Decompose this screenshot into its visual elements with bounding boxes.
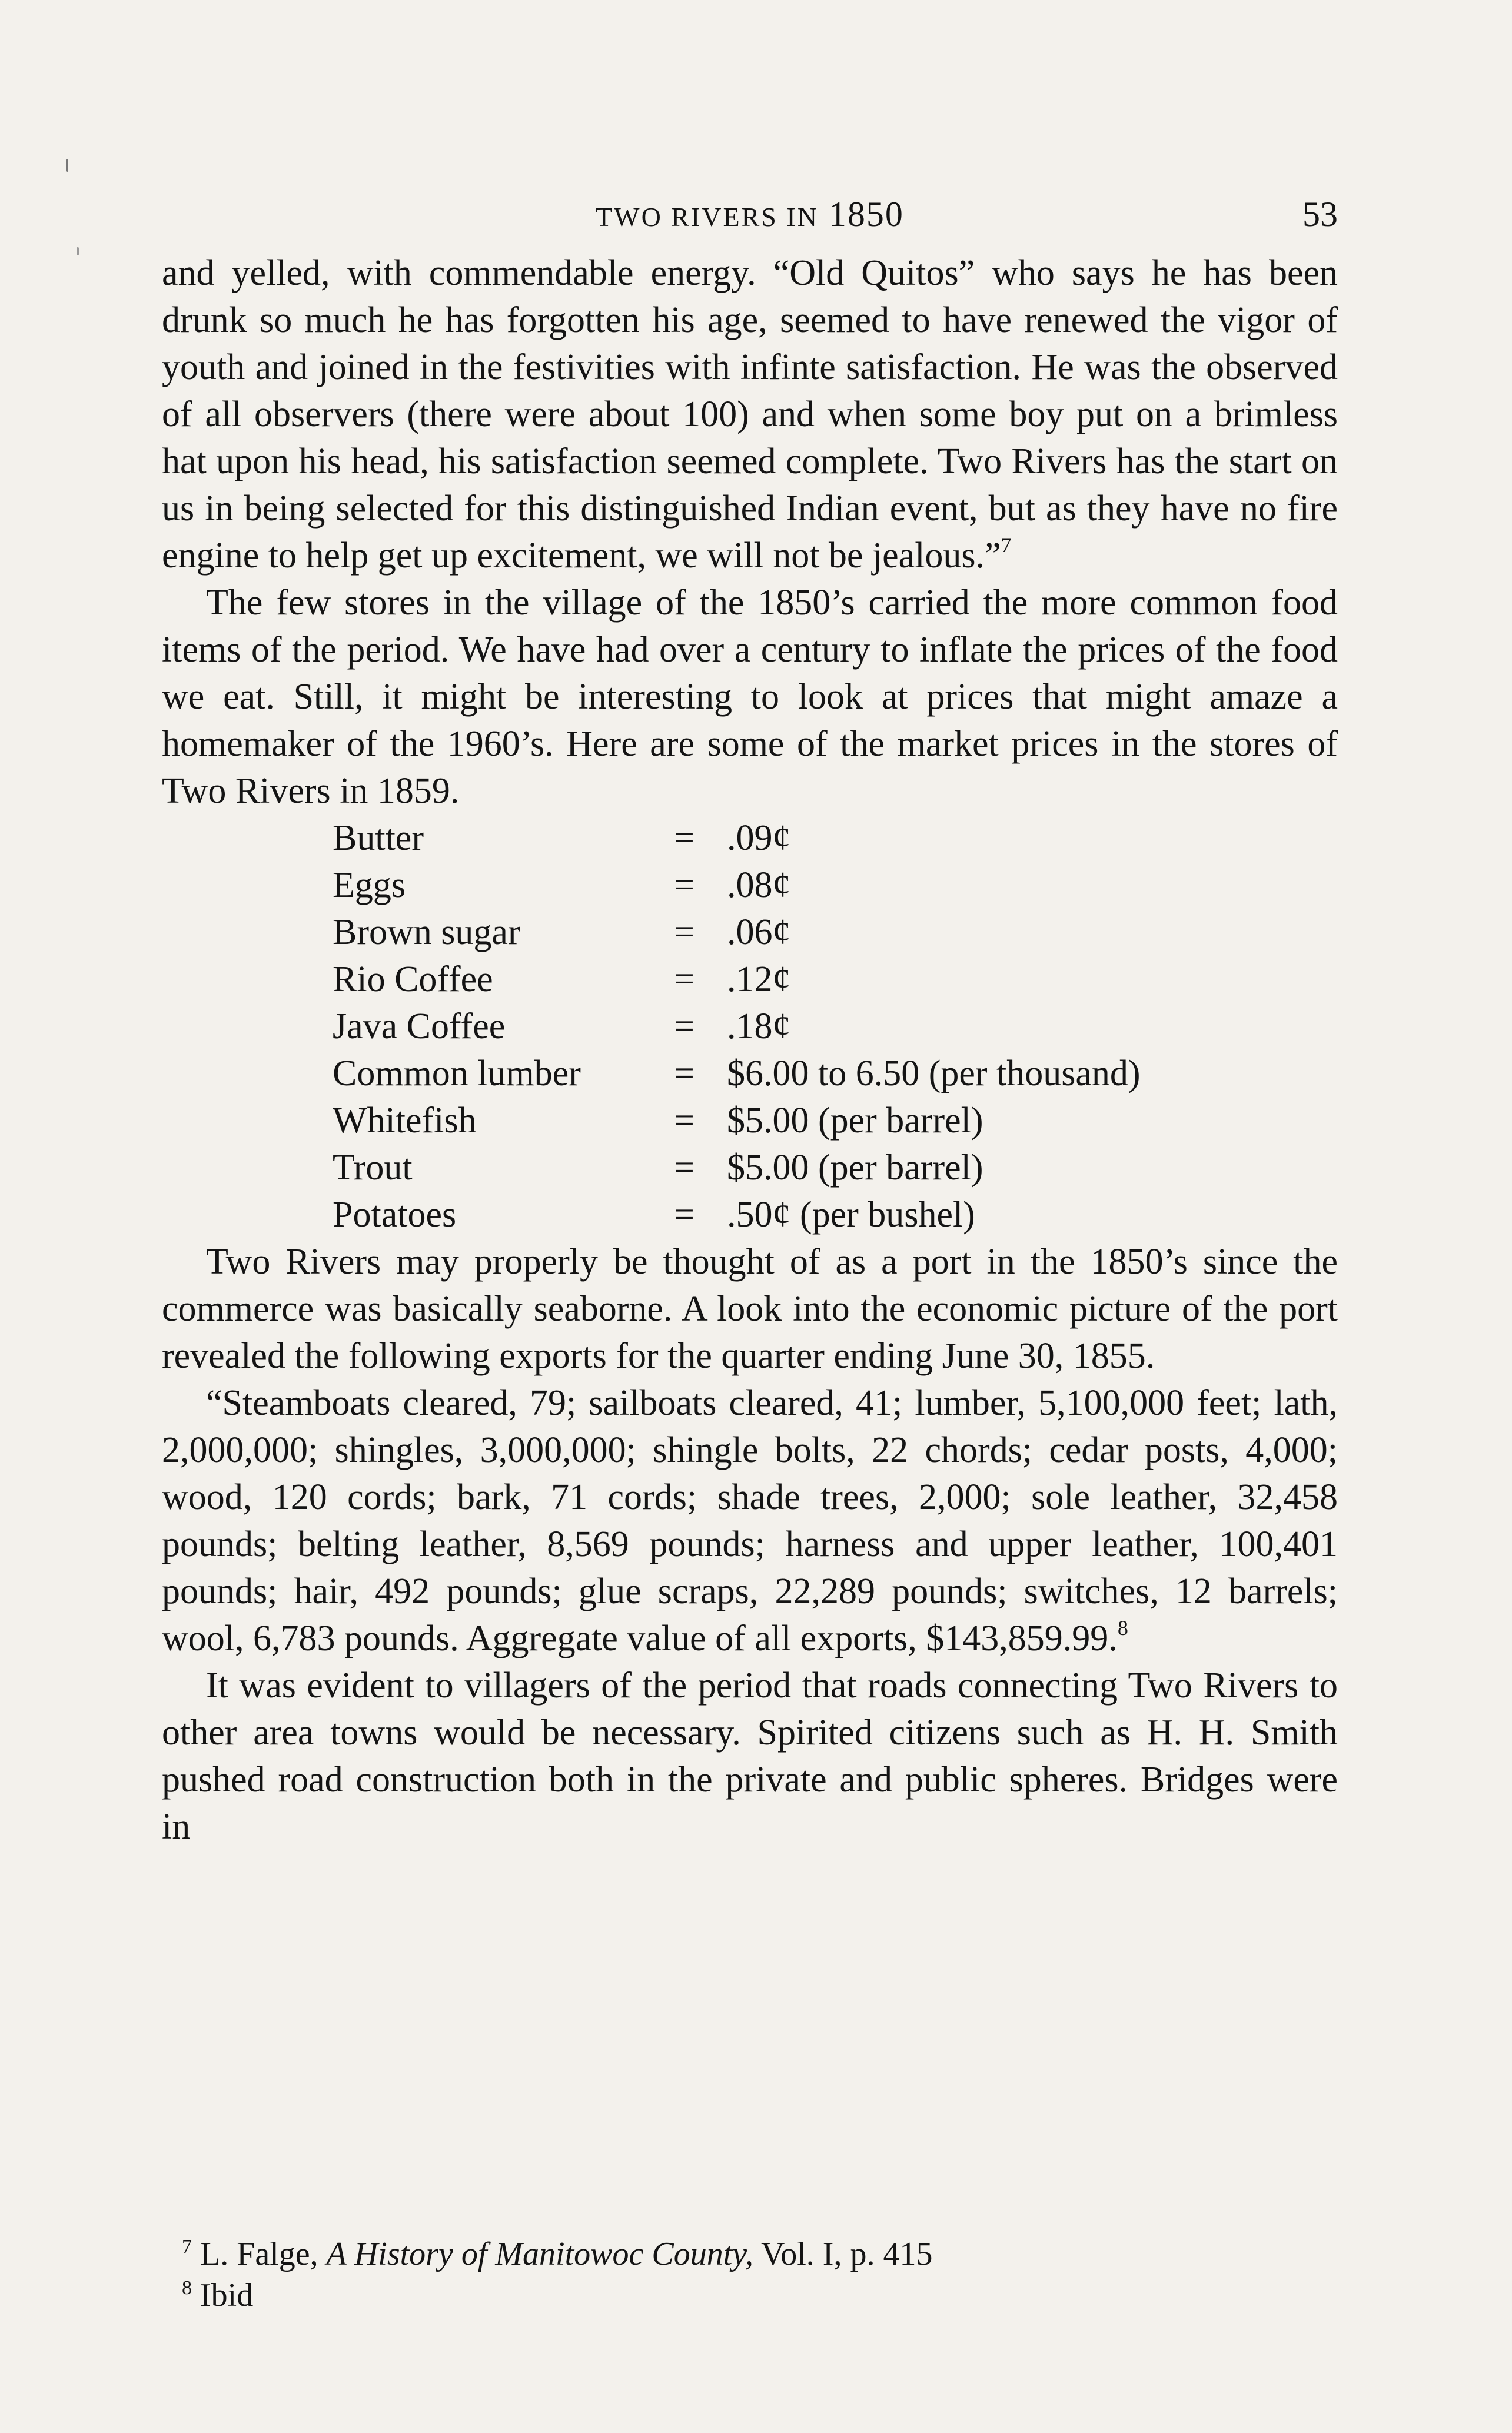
stray-ink-mark bbox=[77, 247, 79, 255]
footnotes bbox=[162, 2233, 1338, 2316]
price-list bbox=[333, 815, 1141, 1238]
footnote-ref: 7 bbox=[1001, 533, 1012, 557]
body-text bbox=[162, 250, 1338, 1850]
stray-ink-mark bbox=[66, 159, 68, 172]
running-head bbox=[162, 194, 1338, 247]
book-page bbox=[162, 194, 1338, 1850]
paragraph: and yelled, with commendable energy. “Old Quitos” who says he has been drunk so much he has forgotten his age, seemed to have renewed the vigor of youth and joined in the festivities with infinte satisfaction. He was the observed of all observers (there were about 100) and when some boy put on a brimless hat upon his head, his satisfaction seemed complete. Two Rivers has the start on us in being selected for this distinguished Indian event, but as they have no fire engine to help get up excitement, we will not be jealous.”$^7$ bbox=[162, 253, 1338, 576]
paragraph: The few stores in the village of the 1850’s carried the more common food items of the period. We have had over a century to inflate the prices of the food we eat. Still, it might be interesting to look at prices that might amaze a homemaker of the 1960’s. Here are some of the market prices in the stores of Two Rivers in 1859. bbox=[162, 583, 1338, 811]
paragraph: “Steamboats cleared, 79; sailboats cleared, 41; lumber, 5,100,000 feet; lath, 2,000,000; shingles, 3,000,000; shingle bolts, 22 chords; cedar posts, 4,000; wood, 120 cords; bark, 71 cords; shade trees, 2,000; sole leather, 32,458 pounds; belting leather, 8,569 pounds; harness and upper leather, 100,401 pounds; hair, 492 pounds; glue scraps, 22,289 pounds; switches, 12 barrels; wool, 6,783 pounds. Aggregate value of all exports, $143,859.99.$^8$ bbox=[162, 1383, 1338, 1658]
price-row: Eggs = .08¢ bbox=[333, 865, 791, 905]
price-row: Whitefish = $5.00 (per barrel) bbox=[333, 1101, 983, 1141]
price-row: Java Coffee = .18¢ bbox=[333, 1006, 791, 1046]
page-number: 53 bbox=[1302, 195, 1338, 234]
footnote: $^8$ Ibid bbox=[182, 2277, 254, 2314]
price-row: Butter = .09¢ bbox=[333, 818, 791, 858]
price-row: Rio Coffee = .12¢ bbox=[333, 959, 791, 999]
running-title: TWO RIVERS IN 1850 bbox=[596, 195, 904, 234]
price-row: Brown sugar = .06¢ bbox=[333, 912, 791, 952]
paragraph: Two Rivers may properly be thought of as a port in the 1850’s since the commerce was basically seaborne. A look into the economic picture of the port revealed the following exports for the quarter ending June 30, 1855. bbox=[162, 1242, 1338, 1376]
price-row: Potatoes = .50¢ (per bushel) bbox=[333, 1195, 975, 1235]
price-row: Common lumber = $6.00 to 6.50 (per thousand) bbox=[333, 1053, 1141, 1093]
paragraph: It was evident to villagers of the period that roads connecting Two Rivers to other area towns would be necessary. Spirited citizens such as H. H. Smith pushed road construction both in the private and public spheres. Bridges were in bbox=[162, 1666, 1338, 1847]
price-row: Trout = $5.00 (per barrel) bbox=[333, 1148, 983, 1188]
footnote: $^7$ L. Falge, A History of Manitowoc County, Vol. I, p. 415 bbox=[182, 2236, 933, 2272]
footnote-ref: 8 bbox=[1117, 1616, 1128, 1640]
